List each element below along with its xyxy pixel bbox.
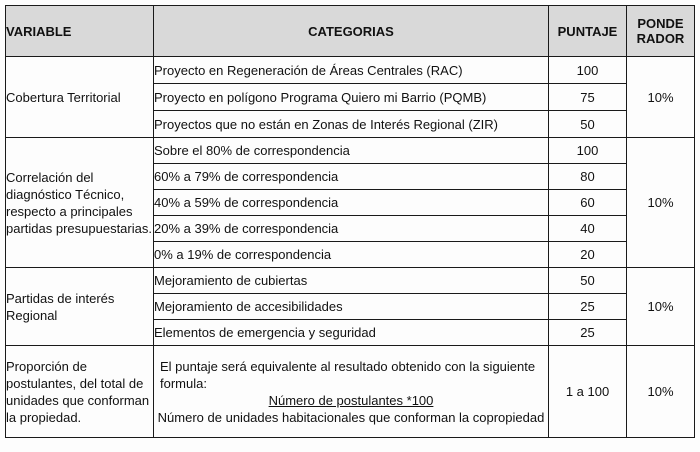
puntaje-cell: 20: [549, 242, 627, 268]
categoria-cell: Proyecto en Regeneración de Áreas Centrales (RAC): [154, 57, 549, 84]
categoria-cell: 60% a 79% de correspondencia: [154, 164, 549, 190]
categoria-cell: Sobre el 80% de correspondencia: [154, 138, 549, 164]
variable-correlacion-diagnostico: Correlación del diagnóstico Técnico, respecto a principales partidas presupuestarias.: [6, 138, 154, 268]
header-ponderador: [627, 6, 695, 57]
variable-proporcion-postulantes: Proporción de postulantes, del total de unidades que conforman la propiedad.: [6, 346, 154, 438]
header-row: [6, 6, 695, 57]
puntaje-cell: 25: [549, 294, 627, 320]
categoria-cell: Elementos de emergencia y seguridad: [154, 320, 549, 346]
categoria-cell: 0% a 19% de correspondencia: [154, 242, 549, 268]
scoring-table: [5, 5, 695, 438]
puntaje-cell: 75: [549, 84, 627, 111]
header-variable: VARIABLE: [6, 6, 154, 57]
ponderador-cell: 10%: [627, 346, 695, 438]
ponderador-cell: 10%: [627, 57, 695, 138]
puntaje-cell: 100: [549, 138, 627, 164]
categoria-cell: Mejoramiento de cubiertas: [154, 268, 549, 294]
variable-cobertura-territorial: Cobertura Territorial: [6, 57, 154, 138]
categoria-cell: Proyectos que no están en Zonas de Interés Regional (ZIR): [154, 111, 549, 138]
header-puntaje: PUNTAJE: [549, 6, 627, 57]
categoria-cell: Mejoramiento de accesibilidades: [154, 294, 549, 320]
table-row: [6, 138, 695, 164]
header-ponderador-line2: RADOR: [636, 31, 685, 46]
puntaje-cell: 50: [549, 111, 627, 138]
puntaje-cell: 60: [549, 190, 627, 216]
categoria-cell: 40% a 59% de correspondencia: [154, 190, 549, 216]
table-row: [6, 57, 695, 84]
puntaje-cell: 40: [549, 216, 627, 242]
ponderador-cell: 10%: [627, 138, 695, 268]
puntaje-cell: 1 a 100: [549, 346, 627, 438]
ponderador-cell: 10%: [627, 268, 695, 346]
puntaje-cell: 80: [549, 164, 627, 190]
table-row: [6, 346, 695, 438]
header-ponderador-line1: PONDE: [637, 16, 684, 31]
puntaje-cell: 100: [549, 57, 627, 84]
puntaje-cell: 50: [549, 268, 627, 294]
variable-partidas-interes-regional: Partidas de interés Regional: [6, 268, 154, 346]
puntaje-cell: 25: [549, 320, 627, 346]
formula-lead: El puntaje será equivalente al resultado obtenido con la siguiente formula:: [160, 358, 536, 391]
categoria-cell: 20% a 39% de correspondencia: [154, 216, 549, 242]
formula-numerator: Número de postulantes *100: [268, 392, 434, 408]
formula-cell: [154, 346, 549, 438]
header-categorias: CATEGORIAS: [154, 6, 549, 57]
formula-denominator: Número de unidades habitacionales que conforman la copropiedad: [157, 409, 545, 425]
categoria-cell: Proyecto en polígono Programa Quiero mi Barrio (PQMB): [154, 84, 549, 111]
table-row: [6, 268, 695, 294]
